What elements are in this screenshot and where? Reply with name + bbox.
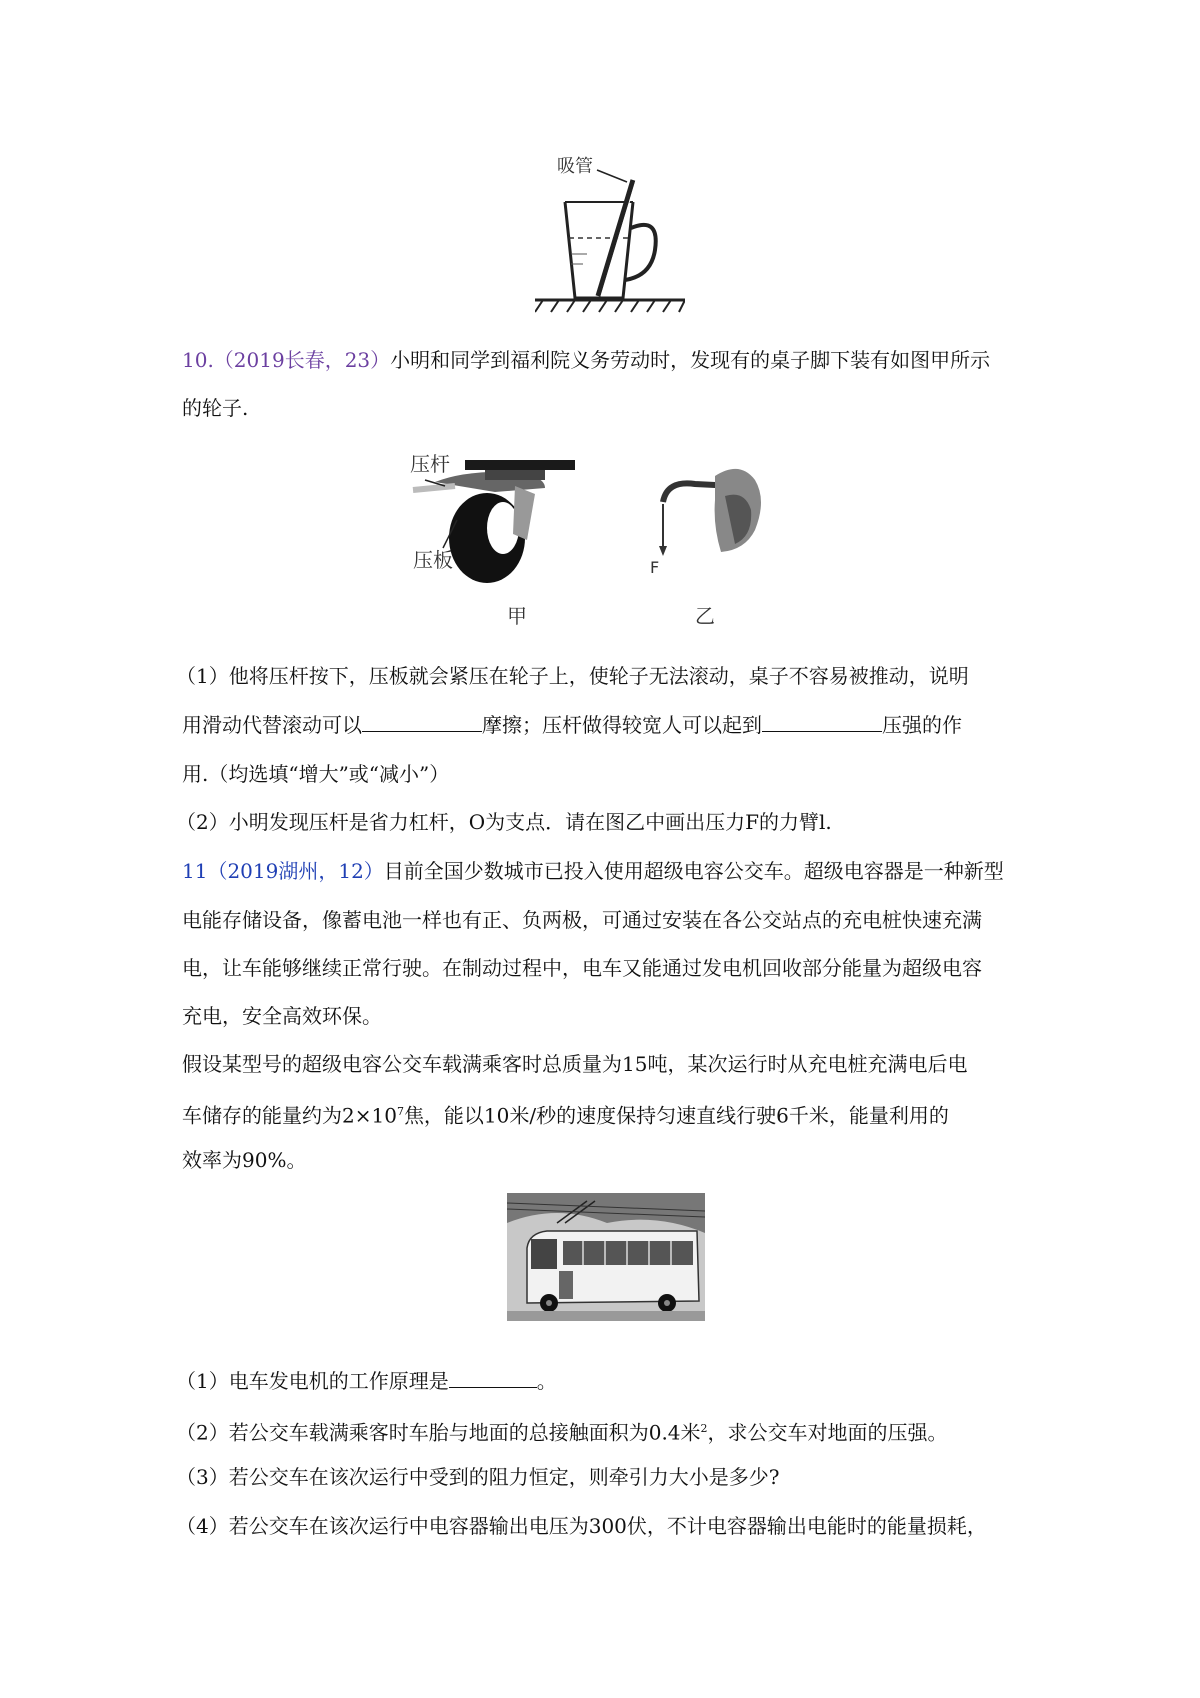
q10-part1-text-c: 压强的作 xyxy=(882,713,962,737)
q11-part2-text-b: ，求公交车对地面的压强。 xyxy=(707,1420,948,1445)
q11-part1-end: 。 xyxy=(536,1369,557,1393)
q11-part1 xyxy=(176,1369,557,1393)
q11-stem-line2: 电能存储设备，像蓄电池一样也有正、负两极，可通过安装在各公交站点的充电桩快速充满 xyxy=(182,908,982,932)
q11-stem-text: 目前全国少数城市已投入使用超级电容公交车。超级电容器是一种新型 xyxy=(383,859,1004,883)
q11-data-line2 xyxy=(182,1100,949,1128)
q11-data-line3: 效率为90%。 xyxy=(182,1148,307,1172)
q10-stem-line1 xyxy=(182,348,990,372)
q10-part1-line2 xyxy=(182,713,962,737)
q10-part1-text-a: 用滑动代替滚动可以 xyxy=(182,713,362,737)
wheel-lever-figure xyxy=(395,440,815,640)
q11-source: 11（2019湖州，12） xyxy=(182,859,384,883)
q10-source: 10.（2019长春，23） xyxy=(182,348,391,372)
q11-data-text-b: 焦，能以10米/秒的速度保持匀速直线行驶6千米，能量利用的 xyxy=(403,1103,949,1128)
answer-blank-2[interactable] xyxy=(762,713,882,732)
q10-part1-line1: （1）他将压杆按下，压板就会紧压在轮子上，使轮子无法滚动，桌子不容易被推动，说明 xyxy=(176,664,969,688)
bus-photo xyxy=(507,1193,705,1321)
q11-part1-text: （1）电车发电机的工作原理是 xyxy=(176,1369,449,1393)
q10-part1-line3: 用.（均选填“增大”或“减小”） xyxy=(182,762,450,786)
wheel-diagram xyxy=(395,440,815,640)
cup-straw-figure xyxy=(535,150,685,322)
answer-blank-3[interactable] xyxy=(449,1369,537,1388)
q11-part3: （3）若公交车在该次运行中受到的阻力恒定，则牵引力大小是多少? xyxy=(176,1465,780,1489)
exponent-2: 2 xyxy=(700,1422,708,1435)
force-label: F xyxy=(650,558,660,577)
q11-stem-line4: 充电，安全高效环保。 xyxy=(182,1004,382,1028)
q11-stem-line3: 电，让车能够继续正常行驶。在制动过程中，电车又能通过发电机回收部分能量为超级电容 xyxy=(182,956,982,980)
q11-stem-line1 xyxy=(182,859,1004,883)
q10-part2: （2）小明发现压杆是省力杠杆，O为支点．请在图乙中画出压力F的力臂l. xyxy=(176,810,832,834)
answer-blank-1[interactable] xyxy=(362,713,482,732)
q11-part4: （4）若公交车在该次运行中电容器输出电压为300伏，不计电容器输出电能时的能量损耗， xyxy=(176,1514,987,1538)
q11-data-line1: 假设某型号的超级电容公交车载满乘客时总质量为15吨，某次运行时从充电桩充满电后电 xyxy=(182,1052,968,1076)
q10-part1-text-b: 摩擦；压杆做得较宽人可以起到 xyxy=(482,713,762,737)
q10-stem-line2: 的轮子. xyxy=(182,396,249,420)
straw-label: 吸管 xyxy=(557,156,593,177)
figure-caption-jia: 甲 xyxy=(507,604,527,628)
bus-illustration xyxy=(507,1193,705,1321)
q10-stem-text: 小明和同学到福利院义务劳动时，发现有的桌子脚下装有如图甲所示 xyxy=(390,348,991,372)
exponent-7: 7 xyxy=(396,1105,404,1118)
q11-part2-text-a: （2）若公交车载满乘客时车胎与地面的总接触面积为0.4米 xyxy=(176,1420,701,1445)
q11-part2 xyxy=(176,1417,948,1445)
figure-caption-yi: 乙 xyxy=(695,604,715,628)
press-plate-label: 压板 xyxy=(413,548,453,572)
q11-data-text-a: 车储存的能量约为2×10 xyxy=(182,1103,397,1128)
press-rod-label: 压杆 xyxy=(410,452,450,476)
